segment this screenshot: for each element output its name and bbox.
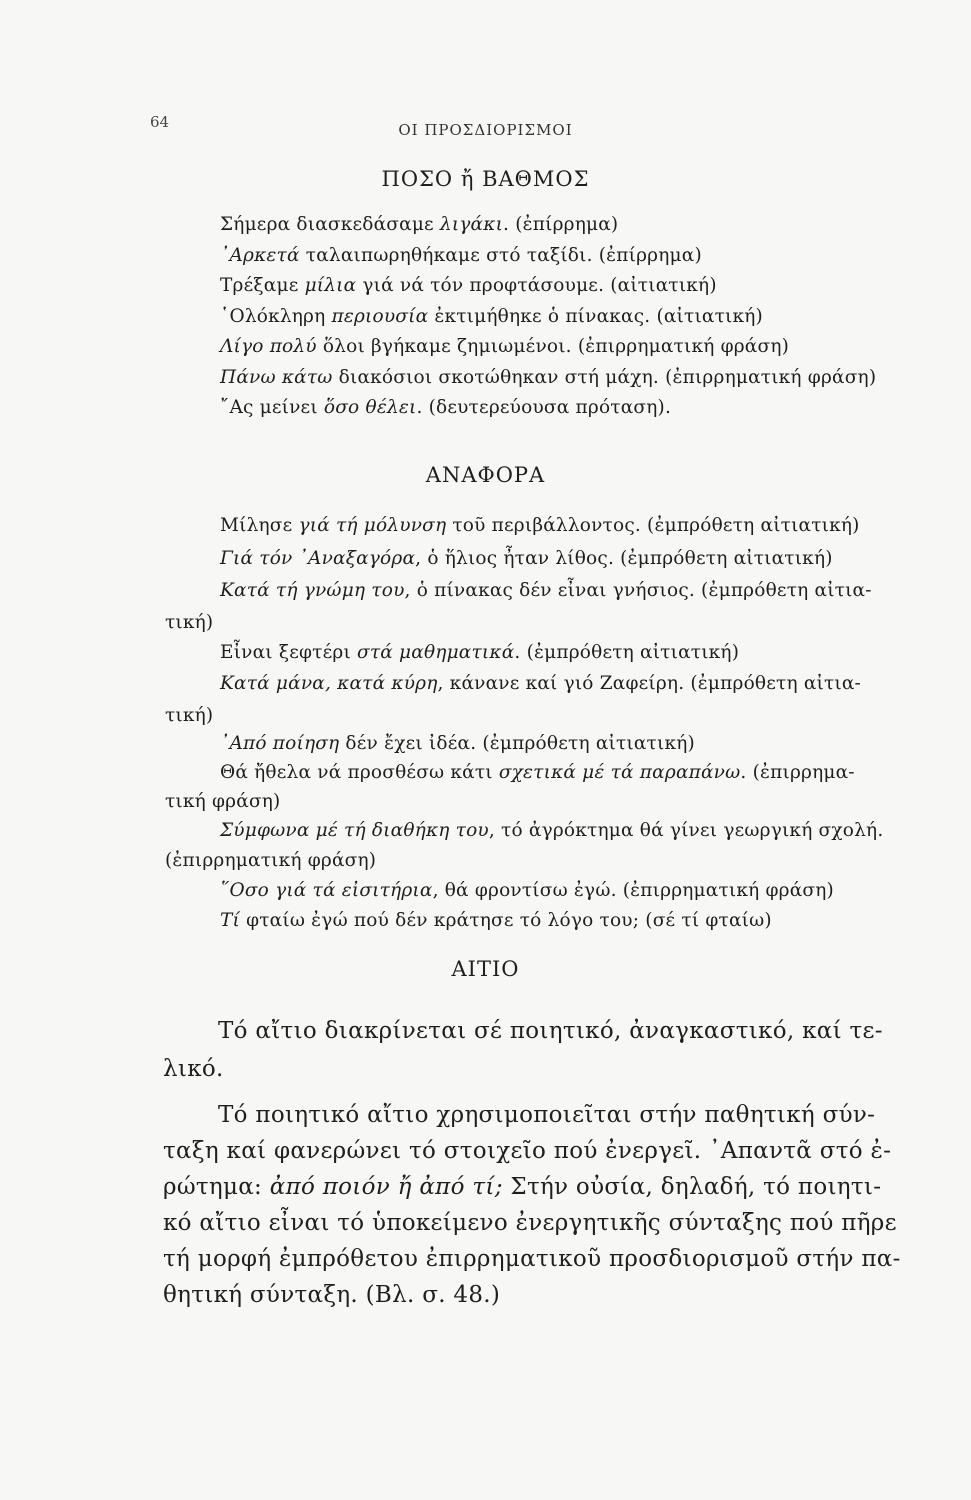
example-line — [220, 733, 695, 754]
example-text: τική) — [165, 612, 214, 633]
example-line — [220, 245, 702, 266]
example-line — [220, 642, 739, 663]
paragraph-text: κό αἴτιο εἶναι τό ὑποκείμενο ἐνεργητικῆς σύνταξης πού πῆρε — [163, 1210, 897, 1236]
example-emphasis: λιγάκι — [439, 214, 504, 235]
example-emphasis: στά μαθηματικά — [357, 642, 515, 663]
example-line — [220, 367, 876, 388]
example-line — [165, 791, 280, 812]
example-text: , κάνανε καί γιό Ζαφείρη. (ἐμπρόθετη αἰτια- — [437, 673, 862, 694]
example-emphasis: Γιά τόν ᾿Αναξαγόρα — [220, 548, 416, 569]
example-text: φταίω ἐγώ πού δέν κράτησε τό λόγο του; (σέ τί φταίω) — [240, 910, 772, 931]
example-line — [220, 214, 618, 235]
paragraph-line — [163, 1210, 897, 1236]
example-text: ῾Ολόκληρη — [220, 305, 332, 327]
paragraph-line — [163, 1138, 891, 1164]
page-number: 64 — [150, 113, 170, 131]
example-text: , τό ἀγρόκτημα θά γίνει γεωργική σχολή. — [488, 820, 884, 841]
paragraph-text: Στήν οὐσία, δηλαδή, τό ποιητι- — [502, 1174, 882, 1200]
example-line — [165, 705, 213, 726]
paragraph-text: Τό ποιητικό αἴτιο χρησιμοποιεῖται στήν παθητική σύν- — [218, 1102, 876, 1128]
example-text: . (ἐπίρρημα) — [503, 214, 619, 235]
paragraph-emphasis: ἀπό ποιόν ἤ ἀπό τί; — [269, 1174, 503, 1200]
example-text: . (ἐπιρρημα- — [740, 762, 855, 783]
running-title: ΟΙ ΠΡΟΣΔΙΟΡΙΣΜΟΙ — [398, 121, 573, 139]
example-text: , ὁ πίνακας δέν εἶναι γνήσιος. (ἐμπρόθετη αἰτια- — [404, 580, 872, 601]
section-title-aitio: ΑΙΤΙΟ — [451, 957, 520, 981]
example-emphasis: ᾿Αρκετά — [220, 244, 300, 266]
paragraph-text: ταξη καί φανερώνει τό στοιχεῖο πού ἐνεργεῖ. ᾿Απαντᾶ στό ἐ- — [163, 1138, 892, 1164]
example-emphasis: Σύμφωνα μέ τή διαθήκη του — [220, 820, 489, 841]
example-line — [220, 336, 789, 357]
example-text: ῎Ας μείνει — [220, 397, 324, 418]
example-emphasis: Πάνω κάτω — [220, 366, 333, 388]
example-text: διακόσιοι σκοτώθηκαν στή μάχη. (ἐπιρρηματική φράση) — [332, 366, 877, 388]
example-text: δέν ἔχει ἰδέα. (ἐμπρόθετη αἰτιατική) — [339, 733, 695, 754]
example-line — [220, 820, 883, 841]
paragraph-line — [163, 1246, 901, 1272]
example-line — [220, 306, 763, 327]
example-line — [220, 275, 717, 296]
example-text: Εἶναι ξεφτέρι — [220, 642, 357, 663]
example-line — [165, 612, 213, 633]
example-line — [220, 910, 772, 931]
example-text: . (ἐμπρόθετη αἰτιατική) — [514, 642, 740, 663]
section-title-poso: ΠΟΣΟ ἤ ΒΑΘΜΟΣ — [381, 167, 590, 191]
example-emphasis: ᾿Από ποίηση — [220, 733, 340, 754]
example-line — [220, 673, 861, 694]
example-line — [220, 762, 855, 783]
paragraph-line — [163, 1282, 500, 1308]
example-text: , θά φροντίσω ἐγώ. (ἐπιρρηματική φράση) — [432, 880, 834, 901]
example-emphasis: ῞Οσο γιά τά εἰσιτήρια — [220, 880, 433, 901]
example-text: ταλαιπωρηθήκαμε στό ταξίδι. (ἐπίρρημα) — [299, 244, 702, 266]
example-emphasis: σχετικά μέ τά παραπάνω — [498, 762, 741, 783]
example-text: τική φράση) — [165, 791, 281, 812]
example-line — [220, 580, 872, 601]
example-emphasis: Λίγο πολύ — [220, 336, 317, 357]
example-emphasis: περιουσία — [331, 305, 429, 327]
example-text: Μίλησε — [220, 515, 299, 536]
example-text: , ὁ ἥλιος ἦταν λίθος. (ἐμπρόθετη αἰτιατική) — [415, 548, 833, 569]
example-line — [220, 548, 833, 569]
example-text: Σήμερα διασκεδάσαμε — [220, 214, 440, 235]
example-emphasis: ὅσο θέλει — [323, 397, 417, 418]
paragraph-text: τή μορφή ἐμπρόθετου ἐπιρρηματικοῦ προσδιορισμοῦ στήν πα- — [163, 1246, 901, 1272]
example-text: (ἐπιρρηματική φράση) — [165, 850, 377, 871]
example-text: Θά ἤθελα νά προσθέσω κάτι — [220, 762, 499, 783]
example-text: . (δευτερεύουσα πρόταση). — [416, 397, 672, 418]
example-text: γιά νά τόν προφτάσουμε. (αἰτιατική) — [356, 275, 717, 296]
example-emphasis: γιά τή μόλυνση — [298, 515, 447, 536]
example-emphasis: μίλια — [304, 275, 357, 296]
example-line — [220, 880, 834, 901]
paragraph-text: λικό. — [163, 1056, 224, 1082]
paragraph-line — [163, 1174, 881, 1200]
example-text: τοῦ περιβάλλοντος. (ἐμπρόθετη αἰτιατική) — [446, 515, 860, 536]
example-text: ὅλοι βγήκαμε ζημιωμένοι. (ἐπιρρηματική φράση) — [316, 336, 790, 357]
example-line — [165, 850, 376, 871]
section-title-anafora: ΑΝΑΦΟΡΑ — [425, 463, 546, 487]
example-text: Τρέξαμε — [220, 275, 305, 296]
paragraph-text: θητική σύνταξη. (Βλ. σ. 48.) — [163, 1282, 501, 1308]
paragraph-line — [163, 1056, 224, 1082]
example-emphasis: Κατά μάνα, κατά κύρη — [220, 673, 438, 694]
paragraph-line — [218, 1018, 883, 1044]
example-line — [220, 397, 671, 418]
example-line — [220, 515, 860, 536]
paragraph-text: ρώτημα: — [163, 1174, 270, 1200]
paragraph-text: Τό αἴτιο διακρίνεται σέ ποιητικό, ἀναγκαστικό, καί τε- — [218, 1018, 883, 1044]
example-text: ἐκτιμήθηκε ὁ πίνακας. (αἰτιατική) — [428, 305, 763, 327]
paragraph-line — [218, 1102, 875, 1128]
example-text: τική) — [165, 705, 214, 726]
example-emphasis: Κατά τή γνώμη του — [220, 580, 405, 601]
example-emphasis: Τί — [220, 910, 240, 931]
